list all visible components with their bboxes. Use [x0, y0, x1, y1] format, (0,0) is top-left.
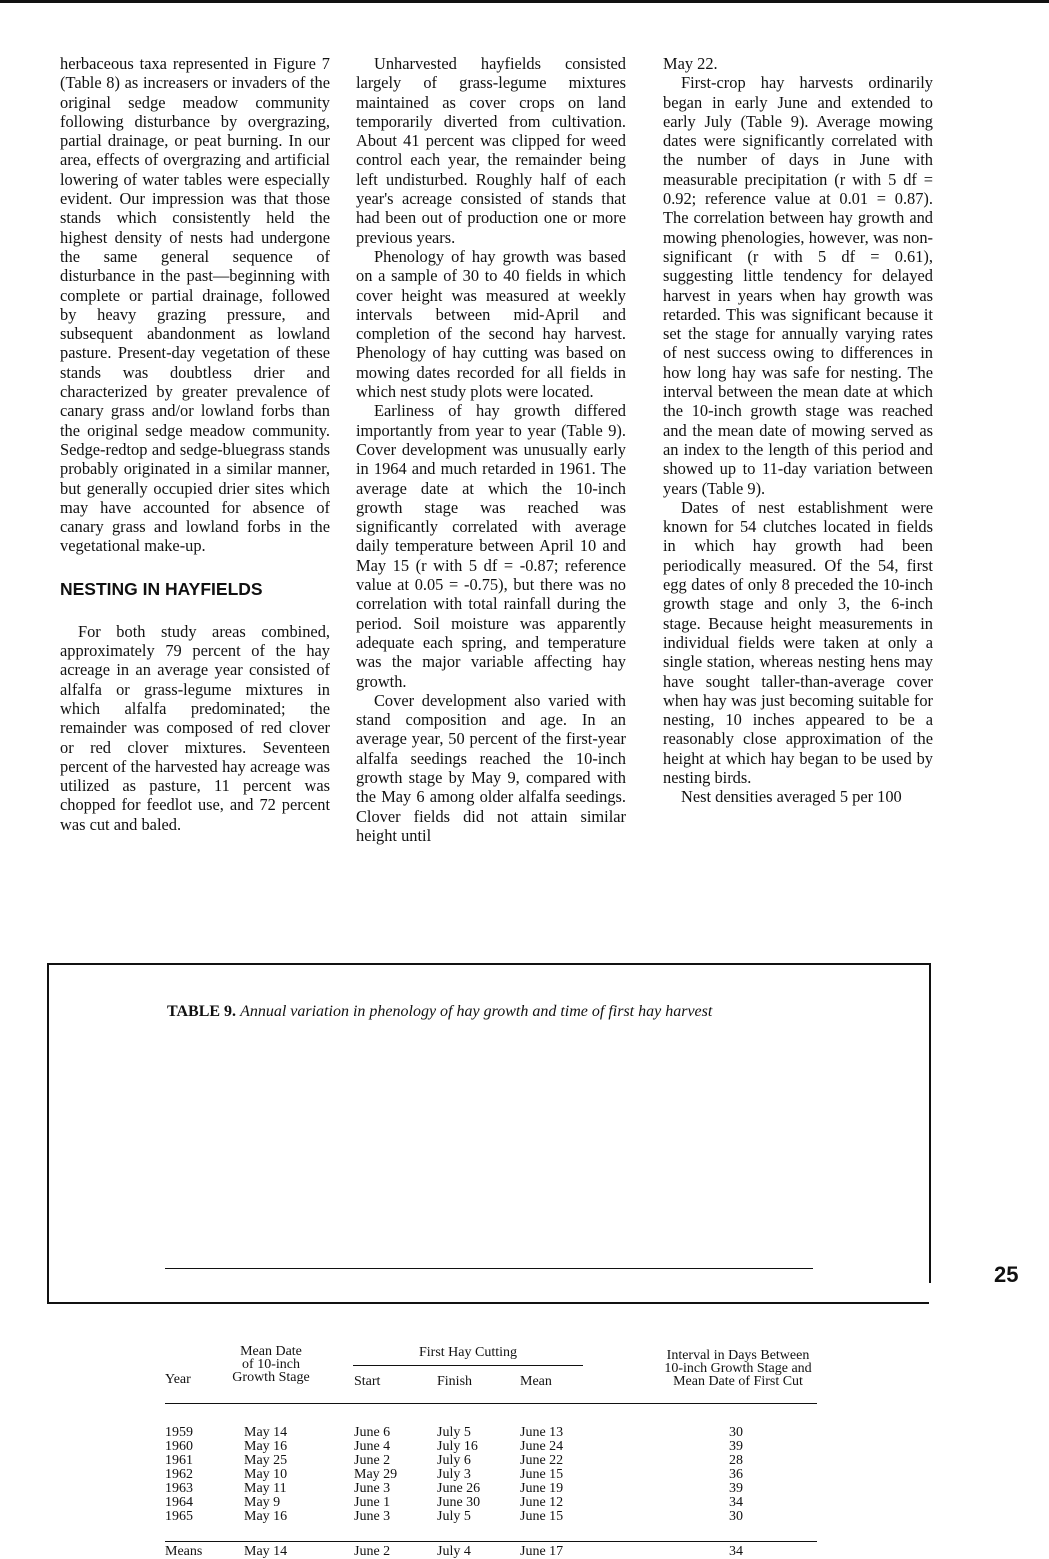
- table-cell-mean: June 22: [520, 1453, 564, 1468]
- means-top-rule: [165, 1541, 817, 1542]
- paragraph: Dates of nest establishment were known for 54 clutches located in fields in which hay growth had been periodically measured. Of the 54, first egg dates of only 8 preceded the 10-inch growth stage and only 3, the 6-inch stage. Because height measurements in individual fields were taken at only a single station, whereas nesting hens may have sought taller-than-average cover when hay was just becoming suitable for nesting, 10 inches appeared to be a reasonably close approximation of the height at which hay began to be used by nesting birds.: [663, 497, 933, 787]
- table-cell-year: 1961: [165, 1453, 193, 1468]
- table-cell-interval: 30: [729, 1425, 743, 1440]
- table-cell-mean: June 19: [520, 1481, 564, 1496]
- table-cell-interval: 39: [729, 1481, 743, 1496]
- paragraph: Nest densities averaged 5 per 100: [681, 787, 902, 807]
- table-cell-finish: July 5: [437, 1425, 471, 1440]
- section-heading: NESTING IN HAYFIELDS: [60, 578, 263, 599]
- table-cell-finish: July 5: [437, 1509, 471, 1524]
- header-first-cut: First Hay Cutting: [418, 1345, 517, 1360]
- table-cell-finish: June 30: [437, 1495, 481, 1510]
- table-cell-start: June 2: [354, 1453, 391, 1468]
- table-title: Annual variation in phenology of hay growth and time of first hay harvest: [240, 1003, 713, 1020]
- text-column-3: [663, 54, 933, 807]
- text-column-2: [356, 54, 626, 845]
- header-line: Growth Stage: [232, 1370, 310, 1385]
- table-cell-start: June 3: [354, 1509, 391, 1524]
- table-cell-mean: June 24: [520, 1439, 564, 1454]
- header-year: Year: [165, 1372, 191, 1387]
- header-line: Interval in Days Between: [666, 1348, 810, 1363]
- table-label: TABLE 9.: [167, 1003, 237, 1020]
- header-interval: [643, 1349, 833, 1388]
- table-cell-growth: May 16: [244, 1509, 288, 1524]
- header-bottom-rule: [165, 1403, 817, 1404]
- table-cell-interval: 39: [729, 1439, 743, 1454]
- table-cell-interval: 28: [729, 1453, 743, 1468]
- header-rule: [353, 1365, 583, 1366]
- header-mean: Mean: [520, 1374, 552, 1389]
- table-cell-year: 1959: [165, 1425, 193, 1440]
- table-cell-growth: May 16: [244, 1439, 288, 1454]
- paragraph: May 22.: [663, 54, 718, 73]
- text-column-1: [60, 54, 330, 834]
- table-cell-year: 1962: [165, 1467, 193, 1482]
- table-cell-start: June 6: [354, 1425, 391, 1440]
- table-cell-growth: May 10: [244, 1467, 288, 1482]
- paragraph: Phenology of hay growth was based on a sample of 30 to 40 fields in which cover height was measured at weekly intervals between mid-April and completion of the second hay harvest. Phenology of hay cutting was based on mowing dates recorded for all fields in which nest study plots were located.: [356, 246, 626, 402]
- paragraph: First-crop hay harvests ordinarily began in early June and extended to early July (Table 9). Average mowing dates were significantly correlated with the number of days in June with measurable precipitation (r with 5 df = 0.92; reference value at 0.01 = 0.87). The correlation between hay growth and mowing phenologies, however, was non-significant (r with 5 df = 0.61), suggesting little tendency for delayed harvest in years when hay growth was retarded. This was significant because it set the stage for annually varying rates of nest success owing to differences in how long hay was safe for nesting. The interval between the mean date at which the 10-inch growth stage was reached and the mean date of mowing served as an index to the length of this period and showed up to 11-day variation between years (Table 9).: [663, 73, 933, 498]
- table-cell-year: 1965: [165, 1509, 193, 1524]
- table-cell-mean: June 15: [520, 1509, 564, 1524]
- table-cell-growth: May 9: [244, 1495, 281, 1510]
- table-cell-growth: May 25: [244, 1453, 288, 1468]
- table-cell-start: June 1: [354, 1495, 391, 1510]
- table-cell-start: June 4: [354, 1439, 391, 1454]
- header-line: 10-inch Growth Stage and: [664, 1361, 812, 1376]
- table-9: [47, 963, 929, 1559]
- table-bottom-rule: [165, 1268, 813, 1269]
- means-cell-growth: May 14: [244, 1544, 288, 1559]
- table-cell-mean: June 12: [520, 1495, 564, 1510]
- header-start: Start: [354, 1374, 381, 1389]
- table-cell-growth: May 14: [244, 1425, 288, 1440]
- table-cell-interval: 30: [729, 1509, 743, 1524]
- table-cell-year: 1963: [165, 1481, 193, 1496]
- table-cell-start: May 29: [354, 1467, 398, 1482]
- header-line: Mean Date: [240, 1344, 302, 1359]
- header-line: Mean Date of First Cut: [673, 1374, 803, 1389]
- table-cell-interval: 34: [729, 1495, 743, 1510]
- top-border: [0, 0, 1049, 3]
- table-cell-interval: 36: [729, 1467, 743, 1482]
- table-cell-growth: May 11: [244, 1481, 287, 1496]
- paragraph: herbaceous taxa represented in Figure 7 (Table 8) as increasers or invaders of the original sedge meadow community following disturbance by overgrazing, partial drainage, or peat burning. In our area, effects of overgrazing and artificial lowering of water tables were especially evident. Our impression was that those stands which consistently held the highest density of nests had undergone the same general sequence of disturbance in the past—beginning with complete or partial drainage, followed by heavy grazing pressure, and subsequent abandonment as lowland pasture. Present-day vegetation of these stands was doubtless drier and characterized by greater prevalence of canary grass and/or lowland forbs than the original sedge meadow community. Sedge-redtop and sedge-bluegrass stands probably originated in a similar manner, but generally occupied drier sites which may have accounted for absence of canary grass and lowland forbs in the vegetational make-up.: [60, 54, 330, 556]
- table-cell-finish: July 3: [437, 1467, 471, 1482]
- header-mean-date: [219, 1345, 323, 1384]
- means-cell-start: June 2: [354, 1544, 391, 1559]
- header-line: of 10-inch: [242, 1357, 300, 1372]
- means-cell-interval: 34: [729, 1544, 743, 1559]
- means-cell-finish: July 4: [437, 1544, 471, 1559]
- table-cell-finish: July 16: [437, 1439, 478, 1454]
- table-cell-year: 1964: [165, 1495, 193, 1510]
- table-cell-year: 1960: [165, 1439, 193, 1454]
- paragraph: For both study areas combined, approximately 79 percent of the hay acreage in an average year consisted of alfalfa or grass-legume mixtures in which alfalfa predominated; the remainder was composed of red clover or red clover mixtures. Seventeen percent of the harvested hay acreage was utilized as pasture, 11 percent was chopped for feedlot use, and 72 percent was cut and baled.: [60, 621, 330, 834]
- paragraph: Earliness of hay growth differed importantly from year to year (Table 9). Cover development was unusually early in 1964 and much retarded in 1961. The average date at which the 10-inch growth stage was reached was significantly correlated with average daily temperature between April 10 and May 15 (r with 5 df = -0.87; reference value at 0.05 = -0.75), but there was no correlation with total rainfall during the period. Soil moisture was apparently adequate each spring, and temperature was the major variable affecting hay growth.: [356, 401, 626, 691]
- header-finish: Finish: [437, 1374, 473, 1389]
- means-cell-mean: June 17: [520, 1544, 564, 1559]
- paragraph: Unharvested hayfields consisted largely of grass-legume mixtures maintained as cover crops on land temporarily diverted from cultivation. About 41 percent was clipped for weed control each year, the remainder being left undisturbed. Roughly half of each year's acreage consisted of stands that had been out of production one or more previous years.: [356, 54, 626, 247]
- table-cell-finish: June 26: [437, 1481, 481, 1496]
- table-cell-start: June 3: [354, 1481, 391, 1496]
- page-number: 25: [994, 1262, 1019, 1287]
- paragraph: Cover development also varied with stand composition and age. In an average year, 50 percent of the first-year alfalfa seedings reached the 10-inch growth stage by May 9, compared with the May 6 among older alfalfa seedings. Clover fields did not attain similar height until: [356, 690, 626, 845]
- table-caption: [167, 1003, 712, 1021]
- table-cell-mean: June 13: [520, 1425, 564, 1440]
- table-cell-mean: June 15: [520, 1467, 564, 1482]
- means-cell-year: Means: [165, 1544, 203, 1559]
- table-cell-finish: July 6: [437, 1453, 471, 1468]
